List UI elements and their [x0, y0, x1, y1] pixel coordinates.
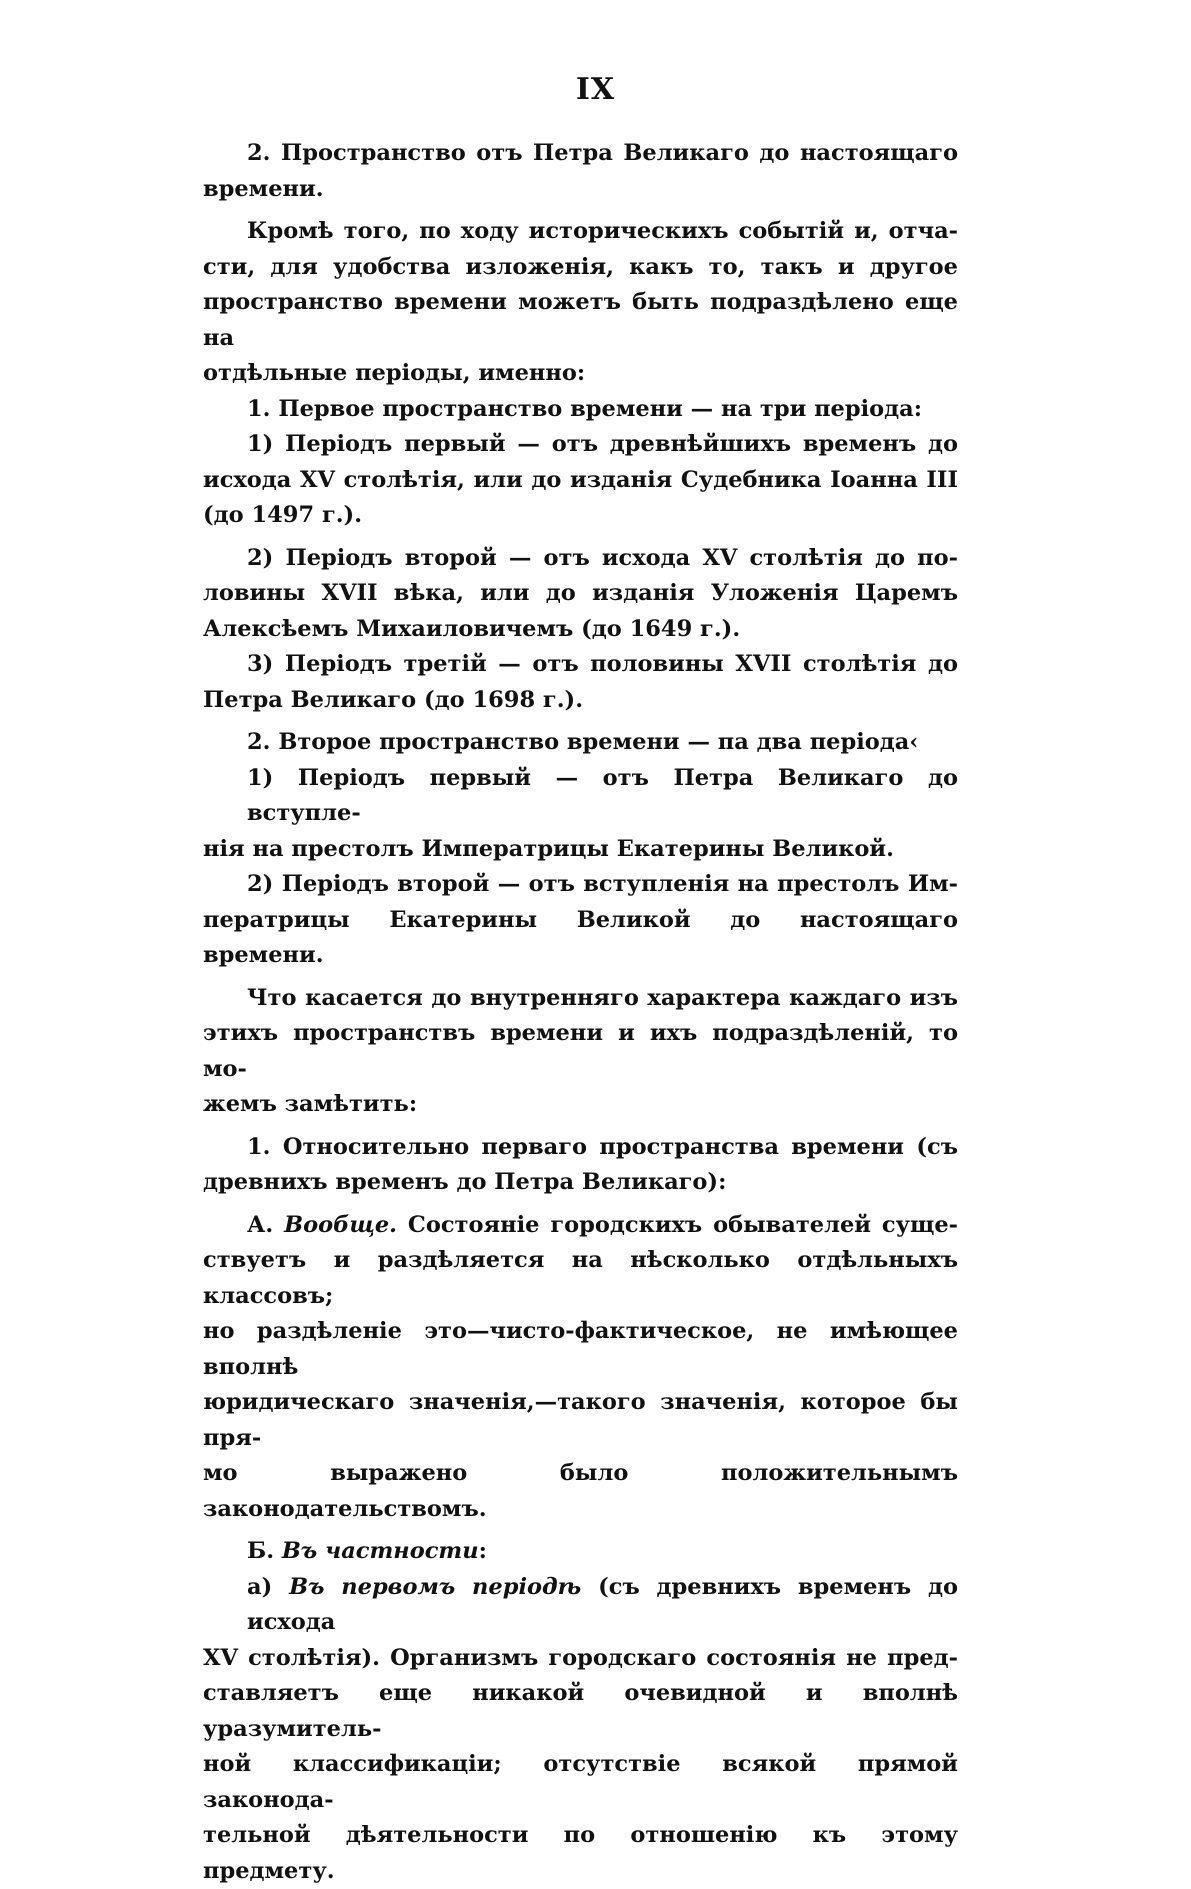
lead-emphasis: Въ частности	[282, 1538, 479, 1564]
paragraph	[203, 541, 958, 648]
text-line: (до 1497 г.).	[203, 498, 958, 534]
paragraph	[203, 136, 958, 207]
text-line: ставляетъ еще никакой очевидной и вполнѣ уразумитель-	[203, 1676, 958, 1747]
text-line: времени.	[203, 172, 958, 208]
text-line: юридическаго значенія,—такого значенія, которое бы пря-	[203, 1385, 958, 1456]
text-line: отдѣльные періоды, именно:	[203, 356, 958, 392]
text-line: ствуетъ и раздѣляется на нѣсколько отдѣльныхъ классовъ;	[203, 1243, 958, 1314]
text-line: мо выражено было положительнымъ законодательствомъ.	[203, 1456, 958, 1527]
paragraph	[203, 427, 958, 534]
text-line: XV столѣтія). Организмъ городскаго состоянія не пред-	[203, 1641, 958, 1677]
text-line: 3) Періодъ третій — отъ половины XVII столѣтія до	[203, 647, 958, 683]
text-line: жемъ замѣтить:	[203, 1087, 958, 1123]
text-line: Кромѣ того, по ходу историческихъ событій и, отча-	[203, 214, 958, 250]
lead-emphasis: Вообще.	[284, 1212, 397, 1238]
lead-marker: Б.	[247, 1538, 282, 1564]
text-line	[203, 1534, 958, 1570]
text-line: ной классификаціи; отсутствіе всякой прямой законода-	[203, 1747, 958, 1818]
paragraph	[203, 1534, 958, 1570]
text-line: 1. Первое пространство времени — на три періода:	[203, 392, 958, 428]
text-line	[203, 1208, 958, 1244]
text-line: исхода XV столѣтія, или до изданія Судебника Іоанна III	[203, 463, 958, 499]
paragraph	[203, 1570, 958, 1889]
text-line: древнихъ временъ до Петра Великаго):	[203, 1165, 958, 1201]
lead-marker: А.	[247, 1212, 284, 1238]
text-line: 1) Періодъ первый — отъ древнѣйшихъ временъ до	[203, 427, 958, 463]
line-rest: (съ древнихъ временъ до исхода	[247, 1574, 958, 1636]
text-line: 2) Періодъ второй — отъ исхода XV столѣтія до по-	[203, 541, 958, 577]
line-rest: :	[479, 1538, 487, 1564]
paragraph	[203, 981, 958, 1123]
text-line: этихъ пространствъ времени и ихъ подраздѣленій, то мо-	[203, 1016, 958, 1087]
text-line: ператрицы Екатерины Великой до настоящаго времени.	[203, 903, 958, 974]
lead-marker: а)	[247, 1574, 289, 1600]
paragraph	[203, 761, 958, 868]
text-line: 2. Пространство отъ Петра Великаго до настоящаго	[203, 136, 958, 172]
page-body	[203, 136, 958, 1889]
text-line: Петра Великаго (до 1698 г.).	[203, 683, 958, 719]
page-number: IX	[0, 72, 1191, 107]
text-line: ловины XVII вѣка, или до изданія Уложенія Царемъ	[203, 576, 958, 612]
text-line: 2) Періодъ второй — отъ вступленія на престолъ Им-	[203, 867, 958, 903]
text-line: 2. Второе пространство времени — па два періода‹	[203, 725, 958, 761]
text-line: но раздѣленіе это—чисто-фактическое, не имѣющее вполнѣ	[203, 1314, 958, 1385]
line-rest: Состояніе городскихъ обывателей суще-	[397, 1212, 958, 1238]
text-line: нія на престолъ Императрицы Екатерины Великой.	[203, 832, 958, 868]
text-line: Что касается до внутренняго характера каждаго изъ	[203, 981, 958, 1017]
text-line: 1. Относительно перваго пространства времени (съ	[203, 1130, 958, 1166]
paragraph	[203, 392, 958, 428]
text-line: 1) Періодъ первый — отъ Петра Великаго до вступле-	[203, 761, 958, 832]
paragraph	[203, 214, 958, 392]
paragraph	[203, 1208, 958, 1528]
paragraph	[203, 1130, 958, 1201]
text-line: сти, для удобства изложенія, какъ то, такъ и другое	[203, 250, 958, 286]
text-line: пространство времени можетъ быть подраздѣлено еще на	[203, 285, 958, 356]
text-line	[203, 1570, 958, 1641]
lead-emphasis: Въ первомъ періодѣ	[289, 1574, 581, 1600]
text-line: Алексѣемъ Михаиловичемъ (до 1649 г.).	[203, 612, 958, 648]
paragraph	[203, 647, 958, 718]
paragraph	[203, 867, 958, 974]
paragraph	[203, 725, 958, 761]
text-line: тельной дѣятельности по отношенію къ этому предмету.	[203, 1818, 958, 1889]
